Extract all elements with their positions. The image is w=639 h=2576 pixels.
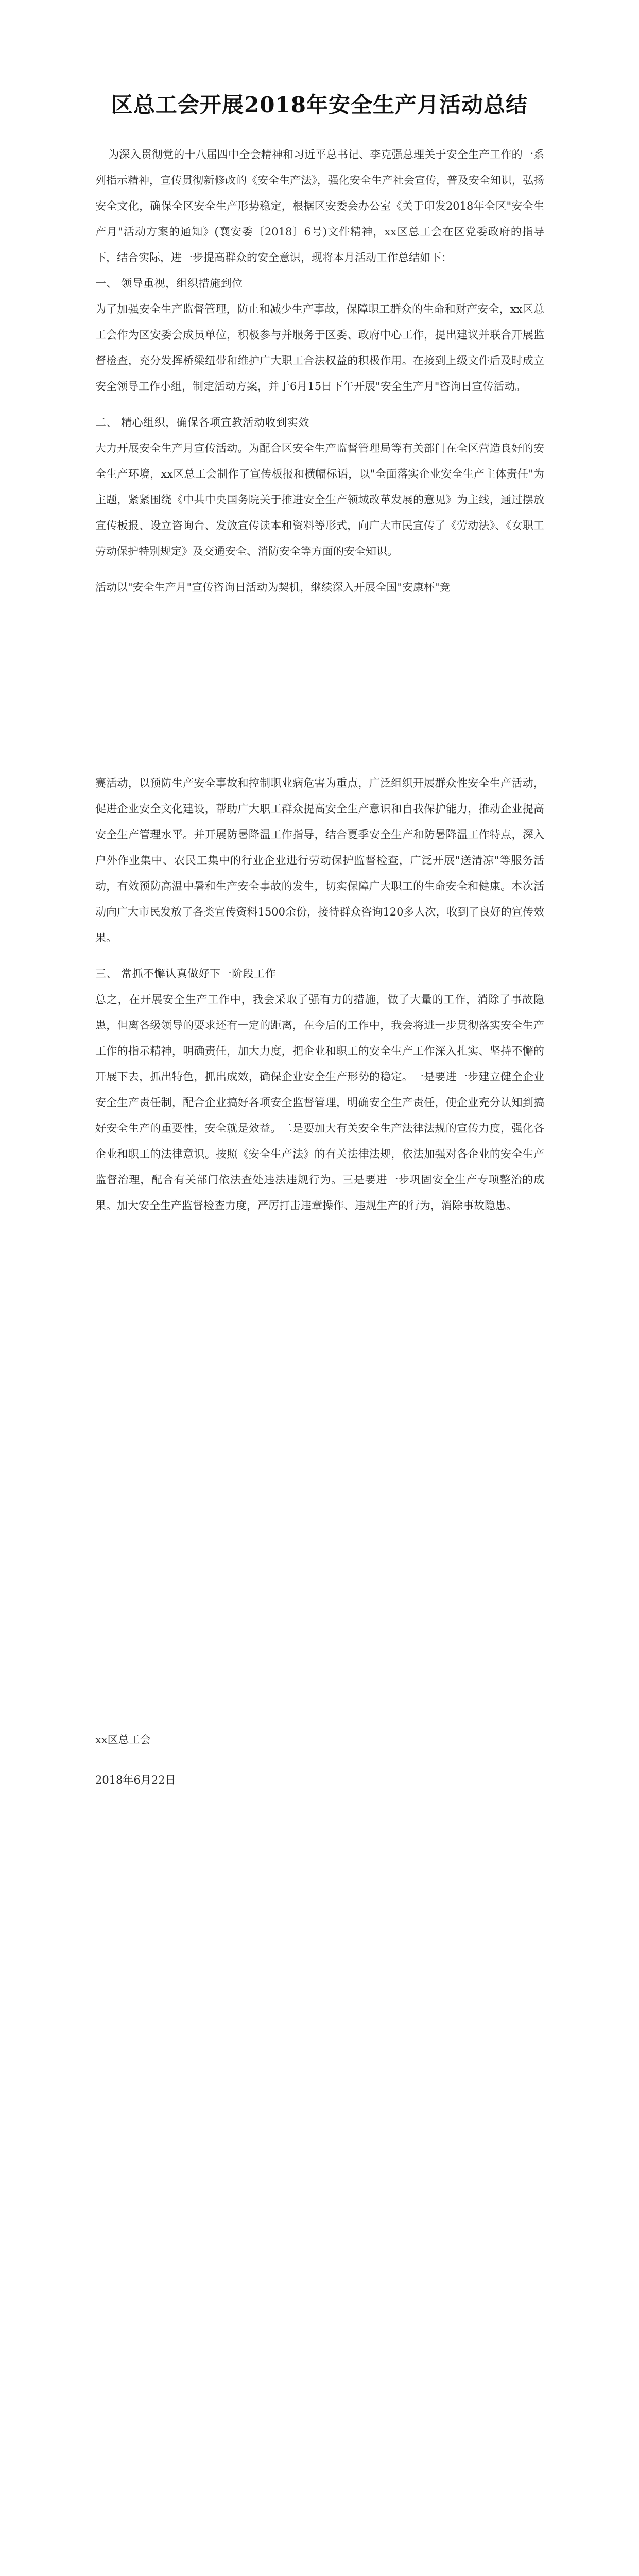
intro-paragraph: 为深入贯彻党的十八届四中全会精神和习近平总书记、李克强总理关于安全生产工作的一系列指示精神，宣传贯彻新修改的《安全生产法》，强化安全生产社会宣传，普及安全知识，弘扬安全文化，确保全区安全生产形势稳定，根据区安委会办公室《关于印发2018年全区"安全生产月"活动方案的通知》(襄安委〔2018〕6号)文件精神，xx区总工会在区党委政府的指导下，结合实际，进一步提高群众的安全意识，现将本月活动工作总结如下： [95,148,544,264]
section-2-paragraph-2-continued: 赛活动，以预防生产安全事故和控制职业病危害为重点，广泛组织开展群众性安全生产活动，促进企业安全文化建设，帮助广大职工群众提高安全生产意识和自我保护能力，推动企业提高安全生产管理水平。并开展防暑降温工作指导，结合夏季安全生产和防暑降温工作特点，深入户外作业集中、农民工集中的行业企业进行劳动保护监督检查，广泛开展"送清凉"等服务活动，有效预防高温中暑和生产安全事故的发生，切实保障广大职工的生命安全和健康。本次活动向广大市民发放了各类宣传资料1500余份，接待群众咨询120多人次，收到了良好的宣传效果。 [95,777,544,944]
document-body-lower [95,770,544,1218]
section-1-paragraph: 为了加强安全生产监督管理，防止和减少生产事故，保障职工群众的生命和财产安全，xx区总工会作为区安委会成员单位，积极参与并服务于区委、政府中心工作，提出建议并联合开展监督检查，充分发挥桥梁纽带和维护广大职工合法权益的积极作用。在接到上级文件后及时成立安全领导工作小组，制定活动方案，并于6月15日下午开展"安全生产月"咨询日宣传活动。 [95,303,544,393]
section-3-paragraph: 总之，在开展安全生产工作中，我会采取了强有力的措施，做了大量的工作，消除了事故隐患，但离各级领导的要求还有一定的距离，在今后的工作中，我会将进一步贯彻落实安全生产工作的指示精神，明确责任，加大力度，把企业和职工的安全生产工作深入扎实、坚持不懈的开展下去，抓出特色，抓出成效，确保企业安全生产形势的稳定。一是要进一步建立健全企业安全生产责任制，配合企业搞好各项安全监督管理，明确安全生产责任，使企业充分认知到搞好安全生产的重要性，安全就是效益。二是要加大有关安全生产法律法规的宣传力度，强化各企业和职工的法律意识。按照《安全生产法》的有关法律法规，依法加强对各企业的安全生产监督治理，配合有关部门依法查处违法违规行为。三是要进一步巩固安全生产专项整治的成果。加大安全生产监督检查力度，严厉打击违章操作、违规生产的行为，消除事故隐患。 [95,993,544,1212]
signature-date: 2018年6月22日 [95,1774,176,1786]
section-3-heading: 三、 常抓不懈认真做好下一阶段工作 [95,968,277,980]
section-1-heading: 一、 领导重视，组织措施到位 [95,277,243,290]
page-title: 区总工会开展2018年安全生产月活动总结 [111,92,528,118]
section-2-heading: 二、 精心组织，确保各项宣教活动收到实效 [95,416,309,429]
document-body-upper [95,142,544,600]
section-2-paragraph-2-first-line: 活动以"安全生产月"宣传咨询日活动为契机，继续深入开展全国"安康杯"竞 [95,581,451,594]
signature-organization: xx区总工会 [95,1734,151,1746]
section-2-paragraph-1: 大力开展安全生产月宣传活动。为配合区安全生产监督管理局等有关部门在全区营造良好的安全生产环境，xx区总工会制作了宣传板报和横幅标语，以"全面落实企业安全生产主体责任"为主题，紧紧围绕《中共中央国务院关于推进安全生产领域改革发展的意见》为主线，通过摆放宣传板报、设立咨询台、发放宣传读本和资料等形式，向广大市民宣传了《劳动法》、《女职工劳动保护特别规定》及交通安全、消防安全等方面的安全知识。 [95,442,544,557]
